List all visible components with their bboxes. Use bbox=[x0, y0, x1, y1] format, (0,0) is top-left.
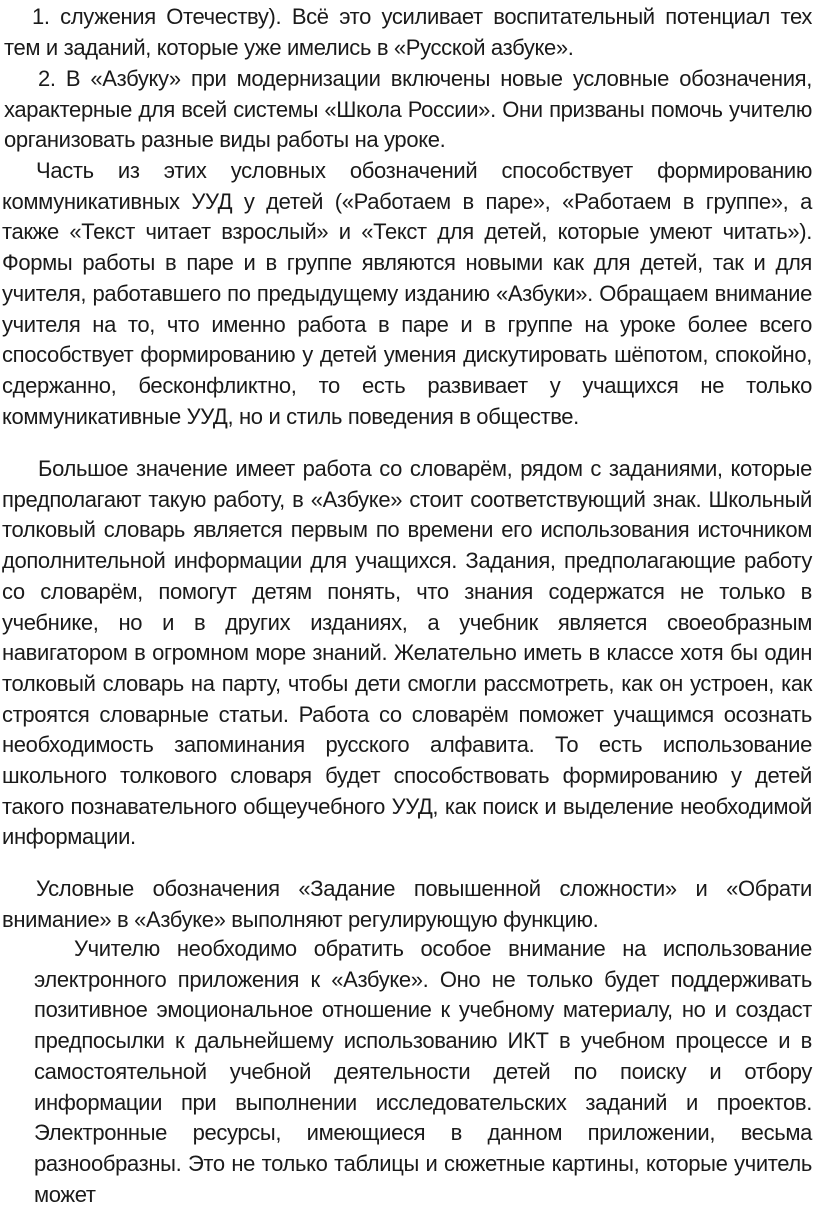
paragraph-numbered-2: 2. В «Азбуку» при модернизации включены новые условные обозначения, характерные для всей системы «Школа России». Они призваны помочь учителю организовать разные виды работы на уроке. bbox=[4, 66, 812, 153]
paragraph-dictionary-work: Большое значение имеет работа со словарём, рядом с заданиями, которые предполагают такую работу, в «Азбуке» стоит соответствующий знак. Школьный толковый словарь является первым по времени его использования источником дополнительной информации для учащихся. Задания, предполагающие работу со словарём, помогут детям понять, что знания содержатся не только в учебнике, но и в других изданиях, а учебник является своеобразным навигатором в огромном море знаний. Желательно иметь в классе хотя бы один толковый словарь на парту, чтобы дети смогли рассмотреть, как он устроен, как строятся словарные статьи. Работа со словарём поможет учащимся осознать необходимость запоминания русского алфавита. То есть использование школьного толкового словаря будет способствовать формированию у детей такого познавательного общеучебного УУД, как поиск и выделение необходимой информации. bbox=[2, 456, 812, 850]
paragraph-regulatory-symbols: Условные обозначения «Задание повышенной сложности» и «Обрати внимание» в «Азбуке» выполняют регулирующую функцию. bbox=[2, 876, 812, 932]
paragraph-communicative-uud: Часть из этих условных обозначений способствует формированию коммуникативных УУД у детей («Работаем в паре», «Работаем в группе», а также «Текст читает взрослый» и «Текст для детей, которые умеют читать»). Формы работы в паре и в группе являются новыми как для детей, так и для учителя, работавшего по предыдущему изданию «Азбуки». Обращаем внимание учителя на то, что именно работа в паре и в группе на уроке более всего способствует формированию у детей умения дискутировать шёпотом, спокойно, сдержанно, бесконфликтно, то есть развивает у учащихся не только коммуникативные УУД, но и стиль поведения в обществе. bbox=[2, 158, 812, 429]
paragraph-numbered-1: 1. служения Отечеству). Всё это усиливает воспитательный потенциал тех тем и заданий, которые уже имелись в «Русской азбуке». bbox=[4, 4, 812, 60]
paragraph-electronic-supplement: Учителю необходимо обратить особое внимание на использование электронного приложения к «Азбуке». Оно не только будет поддерживать позитивное эмоциональное отношение к учебному материалу, но и создаст предпосылки к дальнейшему использованию ИКТ в учебном процессе и в самостоятельной учебной деятельности детей по поиску и отбору информации при выполнении исследовательских заданий и проектов. Электронные ресурсы, имеющиеся в данном приложении, весьма разнообразны. Это не только таблицы и сюжетные картины, которые учитель может bbox=[34, 936, 812, 1207]
